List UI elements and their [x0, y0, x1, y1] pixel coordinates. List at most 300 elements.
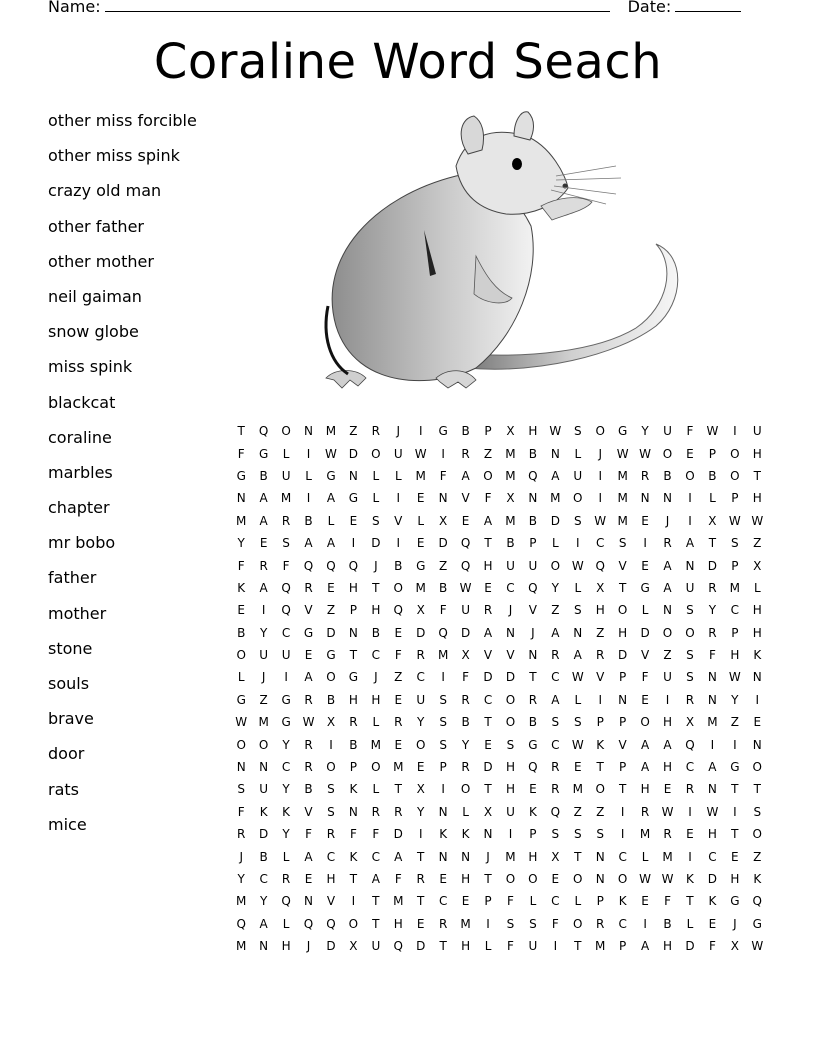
grid-letter[interactable]: C — [416, 670, 425, 685]
grid-letter[interactable]: Y — [259, 894, 268, 909]
grid-letter[interactable]: Z — [439, 558, 448, 573]
grid-letter[interactable]: R — [640, 468, 650, 483]
grid-letter[interactable]: I — [351, 894, 356, 909]
grid-letter[interactable]: L — [237, 670, 245, 685]
grid-letter[interactable]: H — [752, 446, 762, 461]
grid-letter[interactable]: I — [351, 536, 356, 551]
grid-letter[interactable]: Q — [303, 916, 314, 931]
grid-letter[interactable]: D — [259, 827, 269, 842]
grid-letter[interactable]: K — [753, 648, 762, 663]
grid-letter[interactable]: M — [505, 468, 516, 483]
grid-letter[interactable]: I — [598, 491, 602, 506]
grid-letter[interactable]: J — [239, 849, 243, 864]
grid-letter[interactable]: N — [348, 804, 358, 819]
grid-letter[interactable]: C — [326, 849, 336, 864]
grid-letter[interactable]: I — [643, 916, 647, 931]
grid-letter[interactable]: F — [394, 648, 402, 663]
grid-letter[interactable]: K — [618, 894, 627, 909]
grid-letter[interactable]: R — [483, 603, 493, 618]
grid-letter[interactable]: L — [372, 715, 380, 730]
grid-letter[interactable]: H — [348, 580, 358, 595]
grid-letter[interactable]: Z — [753, 536, 762, 551]
grid-letter[interactable]: M — [662, 849, 673, 864]
grid-letter[interactable]: B — [259, 468, 268, 483]
grid-letter[interactable]: A — [394, 849, 403, 864]
grid-letter[interactable]: C — [596, 536, 605, 551]
grid-letter[interactable]: X — [708, 513, 717, 528]
grid-letter[interactable]: T — [753, 782, 761, 797]
name-field[interactable] — [105, 0, 610, 12]
grid-letter[interactable]: J — [261, 670, 266, 685]
grid-letter[interactable]: X — [506, 424, 515, 439]
grid-letter[interactable]: H — [663, 939, 673, 954]
grid-letter[interactable]: H — [752, 603, 762, 618]
grid-letter[interactable]: B — [326, 692, 336, 707]
grid-letter[interactable]: I — [576, 536, 580, 551]
grid-letter[interactable]: O — [258, 737, 269, 752]
grid-letter[interactable]: E — [259, 536, 268, 551]
grid-letter[interactable]: Q — [326, 916, 336, 931]
grid-letter[interactable]: O — [573, 491, 583, 506]
grid-letter[interactable]: M — [325, 424, 337, 439]
grid-letter[interactable]: L — [686, 916, 694, 931]
grid-letter[interactable]: T — [731, 827, 739, 842]
grid-letter[interactable]: E — [416, 491, 425, 506]
grid-letter[interactable]: L — [484, 939, 492, 954]
grid-letter[interactable]: A — [640, 760, 650, 775]
grid-letter[interactable]: H — [505, 782, 515, 797]
grid-letter[interactable]: C — [259, 872, 268, 886]
grid-letter[interactable]: Q — [528, 580, 538, 595]
grid-letter[interactable]: Q — [752, 894, 762, 909]
grid-letter[interactable]: Z — [753, 849, 762, 864]
grid-letter[interactable]: E — [394, 692, 403, 707]
grid-letter[interactable]: N — [595, 872, 605, 886]
grid-letter[interactable]: P — [619, 715, 627, 730]
grid-letter[interactable]: H — [393, 916, 403, 931]
grid-letter[interactable]: S — [439, 715, 447, 730]
grid-letter[interactable]: C — [281, 760, 291, 775]
grid-letter[interactable]: I — [688, 804, 692, 819]
grid-letter[interactable]: W — [706, 424, 719, 439]
grid-letter[interactable]: S — [573, 827, 582, 842]
grid-letter[interactable]: R — [551, 782, 560, 797]
grid-letter[interactable]: T — [417, 849, 425, 864]
grid-letter[interactable]: O — [326, 760, 336, 775]
grid-letter[interactable]: T — [686, 894, 694, 909]
grid-letter[interactable]: L — [372, 491, 380, 506]
grid-letter[interactable]: D — [416, 625, 426, 640]
grid-letter[interactable]: Q — [460, 558, 471, 573]
grid-letter[interactable]: W — [728, 513, 741, 528]
grid-letter[interactable]: Y — [237, 872, 245, 886]
grid-letter[interactable]: O — [730, 446, 740, 461]
grid-letter[interactable]: M — [707, 715, 718, 730]
grid-letter[interactable]: C — [708, 849, 717, 864]
grid-letter[interactable]: I — [418, 424, 423, 439]
grid-letter[interactable]: B — [349, 737, 358, 752]
grid-letter[interactable]: N — [348, 468, 358, 483]
grid-letter[interactable]: Y — [708, 603, 717, 618]
grid-letter[interactable]: O — [662, 446, 673, 461]
grid-letter[interactable]: H — [281, 939, 291, 954]
grid-letter[interactable]: Q — [595, 558, 605, 573]
grid-letter[interactable]: O — [326, 670, 336, 685]
grid-letter[interactable]: N — [259, 760, 269, 775]
grid-letter[interactable]: J — [665, 513, 670, 528]
grid-letter[interactable]: B — [259, 849, 268, 864]
grid-letter[interactable]: R — [596, 648, 605, 663]
grid-letter[interactable]: G — [730, 894, 740, 909]
grid-letter[interactable]: E — [416, 760, 425, 775]
grid-letter[interactable]: E — [641, 558, 649, 573]
grid-letter[interactable]: H — [640, 782, 650, 797]
grid-letter[interactable]: R — [461, 692, 470, 707]
grid-letter[interactable]: H — [663, 760, 673, 775]
grid-letter[interactable]: F — [507, 894, 514, 909]
grid-letter[interactable]: J — [733, 916, 737, 931]
grid-letter[interactable]: E — [349, 513, 358, 528]
grid-letter[interactable]: I — [441, 782, 445, 797]
grid-letter[interactable]: R — [304, 760, 313, 775]
grid-letter[interactable]: P — [439, 760, 447, 775]
grid-letter[interactable]: W — [459, 580, 472, 595]
grid-letter[interactable]: L — [462, 804, 469, 819]
grid-letter[interactable]: O — [528, 872, 538, 886]
grid-letter[interactable]: T — [618, 580, 627, 595]
grid-letter[interactable]: I — [284, 670, 288, 685]
grid-letter[interactable]: O — [685, 625, 695, 640]
grid-letter[interactable]: E — [416, 916, 425, 931]
grid-letter[interactable]: A — [304, 849, 313, 864]
grid-letter[interactable]: E — [461, 513, 470, 528]
grid-letter[interactable]: X — [461, 648, 470, 663]
grid-letter[interactable]: T — [349, 648, 358, 663]
grid-letter[interactable]: X — [596, 580, 605, 595]
grid-letter[interactable]: K — [282, 804, 291, 819]
grid-letter[interactable]: A — [326, 536, 336, 551]
grid-letter[interactable]: R — [708, 625, 717, 640]
grid-letter[interactable]: I — [418, 827, 423, 842]
grid-letter[interactable]: T — [708, 536, 717, 551]
grid-letter[interactable]: M — [280, 491, 292, 506]
grid-letter[interactable]: J — [486, 849, 490, 864]
grid-letter[interactable]: R — [349, 715, 358, 730]
grid-letter[interactable]: V — [304, 603, 313, 618]
grid-letter[interactable]: G — [416, 558, 426, 573]
grid-letter[interactable]: H — [663, 715, 673, 730]
grid-letter[interactable]: S — [686, 648, 694, 663]
grid-letter[interactable]: P — [596, 894, 604, 909]
grid-letter[interactable]: A — [685, 536, 695, 551]
grid-letter[interactable]: E — [461, 894, 470, 909]
grid-letter[interactable]: I — [306, 446, 311, 461]
grid-letter[interactable]: V — [483, 648, 493, 663]
grid-letter[interactable]: Q — [348, 558, 359, 573]
grid-letter[interactable]: L — [641, 603, 649, 618]
grid-letter[interactable]: T — [484, 782, 492, 797]
grid-letter[interactable]: R — [281, 513, 291, 528]
grid-letter[interactable]: T — [484, 715, 492, 730]
grid-letter[interactable]: Y — [641, 424, 649, 439]
grid-letter[interactable]: E — [663, 782, 672, 797]
grid-letter[interactable]: I — [688, 491, 692, 506]
grid-letter[interactable]: F — [484, 491, 492, 506]
grid-letter[interactable]: S — [573, 513, 582, 528]
grid-letter[interactable]: B — [461, 424, 470, 439]
grid-letter[interactable]: M — [370, 737, 382, 752]
grid-letter[interactable]: E — [416, 536, 425, 551]
grid-letter[interactable]: O — [550, 558, 561, 573]
grid-letter[interactable]: I — [688, 513, 692, 528]
grid-letter[interactable]: I — [508, 827, 513, 842]
grid-letter[interactable]: B — [708, 468, 717, 483]
grid-letter[interactable]: S — [573, 715, 582, 730]
grid-letter[interactable]: C — [371, 648, 381, 663]
grid-letter[interactable]: D — [438, 536, 448, 551]
grid-letter[interactable]: W — [639, 446, 652, 461]
grid-letter[interactable]: U — [259, 782, 269, 797]
grid-letter[interactable]: C — [551, 894, 560, 909]
grid-letter[interactable]: A — [259, 580, 268, 595]
grid-letter[interactable]: O — [371, 760, 381, 775]
grid-letter[interactable]: A — [640, 737, 650, 752]
grid-letter[interactable]: F — [372, 827, 380, 842]
grid-letter[interactable]: I — [396, 536, 401, 551]
grid-letter[interactable]: N — [640, 491, 650, 506]
grid-letter[interactable]: R — [371, 424, 381, 439]
grid-letter[interactable]: B — [439, 580, 448, 595]
grid-letter[interactable]: A — [551, 625, 560, 640]
grid-letter[interactable]: Q — [460, 536, 471, 551]
grid-letter[interactable]: W — [325, 446, 337, 461]
grid-letter[interactable]: Q — [528, 468, 538, 483]
grid-letter[interactable]: N — [505, 625, 515, 640]
grid-letter[interactable]: P — [731, 558, 739, 573]
grid-letter[interactable]: T — [417, 894, 425, 909]
grid-letter[interactable]: R — [394, 804, 403, 819]
grid-letter[interactable]: W — [751, 939, 764, 954]
grid-letter[interactable]: L — [282, 849, 290, 864]
grid-letter[interactable]: O — [415, 737, 426, 752]
grid-letter[interactable]: Y — [282, 782, 290, 797]
grid-letter[interactable]: A — [551, 468, 560, 483]
grid-letter[interactable]: W — [661, 872, 674, 886]
grid-letter[interactable]: C — [730, 603, 740, 618]
grid-letter[interactable]: N — [461, 849, 471, 864]
grid-letter[interactable]: F — [439, 468, 447, 483]
grid-letter[interactable]: E — [484, 737, 492, 752]
grid-letter[interactable]: G — [326, 468, 336, 483]
grid-letter[interactable]: A — [461, 468, 470, 483]
grid-letter[interactable]: M — [550, 491, 561, 506]
grid-letter[interactable]: G — [348, 491, 359, 506]
grid-letter[interactable]: M — [393, 894, 404, 909]
grid-letter[interactable]: M — [258, 715, 269, 730]
grid-letter[interactable]: H — [730, 648, 740, 663]
grid-letter[interactable]: S — [753, 804, 762, 819]
grid-letter[interactable]: P — [731, 491, 739, 506]
grid-letter[interactable]: S — [686, 603, 694, 618]
grid-letter[interactable]: T — [484, 872, 492, 886]
grid-letter[interactable]: I — [441, 670, 445, 685]
grid-letter[interactable]: H — [461, 939, 471, 954]
grid-letter[interactable]: U — [528, 939, 538, 954]
grid-letter[interactable]: F — [439, 603, 447, 618]
grid-letter[interactable]: Y — [259, 625, 268, 640]
grid-letter[interactable]: Q — [393, 939, 403, 954]
grid-letter[interactable]: V — [618, 737, 627, 752]
grid-letter[interactable]: N — [236, 491, 246, 506]
grid-letter[interactable]: O — [236, 737, 246, 752]
grid-letter[interactable]: K — [237, 580, 246, 595]
grid-letter[interactable]: B — [528, 715, 538, 730]
grid-letter[interactable]: Q — [281, 894, 291, 909]
grid-letter[interactable]: T — [394, 782, 402, 797]
grid-letter[interactable]: N — [348, 625, 358, 640]
grid-letter[interactable]: O — [595, 424, 605, 439]
grid-letter[interactable]: L — [305, 468, 312, 483]
grid-letter[interactable]: R — [640, 804, 650, 819]
grid-letter[interactable]: T — [372, 580, 380, 595]
grid-letter[interactable]: M — [236, 894, 247, 909]
grid-letter[interactable]: O — [236, 648, 246, 663]
grid-letter[interactable]: X — [753, 558, 762, 573]
grid-letter[interactable]: H — [505, 760, 515, 775]
grid-letter[interactable]: T — [596, 760, 604, 775]
grid-letter[interactable]: O — [505, 692, 516, 707]
grid-letter[interactable]: N — [550, 446, 560, 461]
grid-letter[interactable]: G — [326, 648, 336, 663]
grid-letter[interactable]: A — [483, 625, 493, 640]
grid-letter[interactable]: F — [551, 916, 559, 931]
grid-letter[interactable]: O — [752, 827, 762, 842]
grid-letter[interactable]: Y — [731, 692, 739, 707]
grid-letter[interactable]: V — [326, 894, 336, 909]
grid-letter[interactable]: E — [641, 692, 649, 707]
grid-letter[interactable]: R — [596, 916, 605, 931]
grid-letter[interactable]: E — [573, 760, 582, 775]
grid-letter[interactable]: D — [393, 827, 403, 842]
grid-letter[interactable]: B — [371, 625, 380, 640]
grid-letter[interactable]: I — [710, 737, 715, 752]
grid-letter[interactable]: O — [460, 782, 471, 797]
grid-letter[interactable]: U — [685, 580, 695, 595]
grid-letter[interactable]: M — [617, 491, 628, 506]
grid-letter[interactable]: S — [551, 715, 560, 730]
grid-letter[interactable]: B — [237, 625, 246, 640]
grid-letter[interactable]: I — [441, 446, 445, 461]
grid-letter[interactable]: R — [259, 558, 268, 573]
grid-letter[interactable]: F — [394, 872, 402, 886]
grid-letter[interactable]: R — [416, 648, 425, 663]
grid-letter[interactable]: A — [640, 939, 650, 954]
grid-letter[interactable]: J — [374, 558, 378, 573]
grid-letter[interactable]: N — [707, 692, 717, 707]
grid-letter[interactable]: P — [529, 536, 537, 551]
grid-letter[interactable]: A — [663, 580, 672, 595]
grid-letter[interactable]: N — [707, 782, 717, 797]
grid-letter[interactable]: T — [439, 939, 447, 954]
grid-letter[interactable]: S — [596, 827, 605, 842]
grid-letter[interactable]: G — [236, 692, 246, 707]
grid-letter[interactable]: G — [640, 580, 650, 595]
grid-letter[interactable]: H — [483, 558, 493, 573]
grid-letter[interactable]: S — [327, 804, 335, 819]
grid-letter[interactable]: N — [304, 424, 314, 439]
grid-letter[interactable]: I — [620, 827, 625, 842]
grid-letter[interactable]: D — [326, 939, 336, 954]
grid-letter[interactable]: N — [304, 894, 314, 909]
grid-letter[interactable]: N — [752, 737, 762, 752]
grid-letter[interactable]: O — [595, 782, 605, 797]
grid-letter[interactable]: U — [281, 648, 291, 663]
grid-letter[interactable]: L — [641, 849, 649, 864]
grid-letter[interactable]: W — [235, 715, 248, 730]
grid-letter[interactable]: G — [438, 424, 448, 439]
grid-letter[interactable]: T — [753, 468, 761, 483]
grid-letter[interactable]: X — [416, 782, 425, 797]
grid-letter[interactable]: S — [327, 782, 335, 797]
grid-letter[interactable]: E — [551, 872, 560, 886]
grid-letter[interactable]: K — [349, 782, 358, 797]
grid-letter[interactable]: B — [528, 446, 538, 461]
grid-letter[interactable]: C — [438, 894, 448, 909]
grid-letter[interactable]: T — [349, 872, 358, 886]
grid-letter[interactable]: P — [619, 760, 627, 775]
grid-letter[interactable]: F — [664, 894, 671, 909]
grid-letter[interactable]: R — [685, 782, 695, 797]
grid-letter[interactable]: O — [617, 603, 628, 618]
grid-letter[interactable]: D — [618, 648, 628, 663]
grid-letter[interactable]: J — [508, 603, 513, 618]
grid-letter[interactable]: A — [663, 737, 672, 752]
grid-letter[interactable]: N — [259, 939, 269, 954]
grid-letter[interactable]: H — [348, 692, 358, 707]
grid-letter[interactable]: Q — [236, 916, 246, 931]
grid-letter[interactable]: M — [236, 939, 247, 954]
grid-letter[interactable]: A — [304, 536, 313, 551]
grid-letter[interactable]: B — [304, 513, 313, 528]
grid-letter[interactable]: D — [505, 670, 516, 685]
grid-letter[interactable]: L — [282, 446, 290, 461]
grid-letter[interactable]: Z — [596, 625, 605, 640]
grid-letter[interactable]: O — [505, 872, 516, 886]
grid-letter[interactable]: K — [708, 894, 717, 909]
grid-letter[interactable]: A — [573, 648, 582, 663]
grid-letter[interactable]: W — [414, 446, 427, 461]
grid-letter[interactable]: O — [662, 625, 673, 640]
grid-letter[interactable]: S — [731, 536, 739, 551]
grid-letter[interactable]: N — [528, 648, 538, 663]
grid-letter[interactable]: I — [665, 692, 670, 707]
grid-letter[interactable]: O — [730, 468, 740, 483]
grid-letter[interactable]: A — [326, 491, 336, 506]
grid-letter[interactable]: E — [753, 715, 762, 730]
grid-letter[interactable]: R — [304, 692, 313, 707]
grid-letter[interactable]: L — [417, 513, 425, 528]
grid-letter[interactable]: L — [574, 894, 582, 909]
grid-letter[interactable]: S — [529, 916, 537, 931]
grid-letter[interactable]: E — [641, 513, 649, 528]
grid-letter[interactable]: R — [663, 536, 672, 551]
grid-letter[interactable]: F — [462, 670, 470, 685]
grid-letter[interactable]: X — [730, 939, 739, 954]
grid-letter[interactable]: Y — [417, 804, 425, 819]
grid-letter[interactable]: J — [598, 446, 602, 461]
grid-letter[interactable]: C — [685, 760, 695, 775]
grid-letter[interactable]: L — [574, 692, 582, 707]
